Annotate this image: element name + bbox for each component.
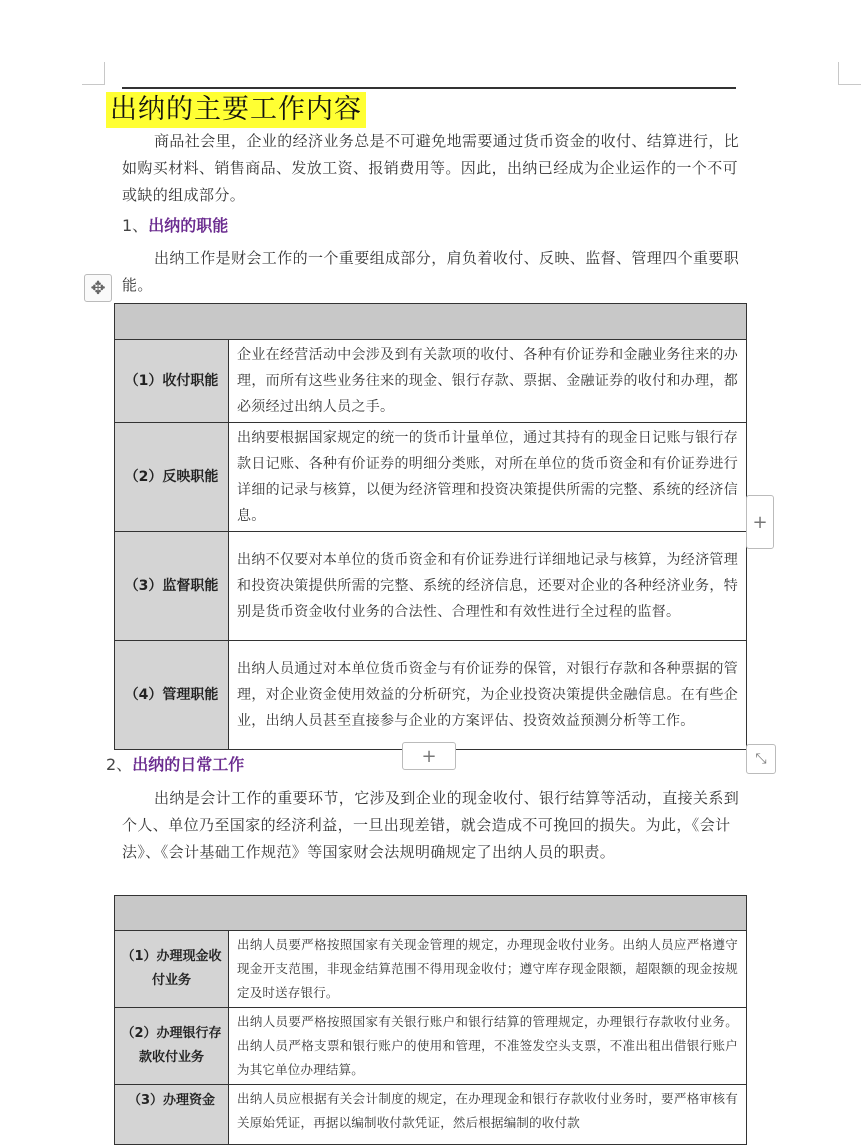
daily-work-table: [114, 895, 747, 1145]
table-row: [115, 931, 747, 1008]
section-number: 1、: [122, 216, 149, 235]
row-description: 出纳人员要严格按照国家有关银行账户和银行结算的管理规定，办理银行存款收付业务。出纳人员严格支票和银行账户的使用和管理，不准签发空头支票，不准出租出借银行账户为其它单位办理结算。: [229, 1008, 747, 1085]
functions-table: [114, 303, 747, 750]
table-row: [115, 641, 747, 750]
move-icon[interactable]: ✥: [84, 274, 112, 302]
section-2-heading: [106, 753, 244, 777]
section-1-paragraph: 出纳工作是财会工作的一个重要组成部分，肩负着收付、反映、监督、管理四个重要职能。: [122, 249, 740, 294]
header-rule: [122, 87, 736, 89]
section-1-heading: [122, 214, 228, 238]
row-label: （4）管理职能: [115, 641, 229, 750]
table-header-row: [115, 304, 747, 340]
plus-icon[interactable]: +: [746, 495, 774, 549]
row-label: （3）办理资金: [115, 1085, 229, 1145]
section-number: 2、: [106, 755, 133, 774]
row-label: （1）办理现金收付业务: [115, 931, 229, 1008]
row-label: （3）监督职能: [115, 532, 229, 641]
row-label: （2）反映职能: [115, 423, 229, 532]
crop-mark-top-left: [82, 62, 105, 85]
section-2-paragraph: 出纳是会计工作的重要环节，它涉及到企业的现金收付、银行结算等活动，直接关系到个人、单位乃至国家的经济利益，一旦出现差错，就会造成不可挽回的损失。为此，《会计法》、《会计基础工作规范》等国家财会法规明确规定了出纳人员的职责。: [122, 789, 740, 861]
table-header-row: [115, 896, 747, 931]
table-row: [115, 1008, 747, 1085]
row-description: 企业在经营活动中会涉及到有关款项的收付、各种有价证券和金融业务往来的办理，而所有这些业务往来的现金、银行存款、票据、金融证券的收付和办理，都必须经过出纳人员之手。: [229, 340, 747, 423]
table-row: [115, 423, 747, 532]
row-label: （2）办理银行存款收付业务: [115, 1008, 229, 1085]
table-row: [115, 532, 747, 641]
intro-paragraph: 商品社会里，企业的经济业务总是不可避免地需要通过货币资金的收付、结算进行，比如购买材料、销售商品、发放工资、报销费用等。因此，出纳已经成为企业运作的一个不可或缺的组成部分。: [122, 132, 740, 204]
section-title: 出纳的职能: [148, 216, 229, 235]
row-label: （1）收付职能: [115, 340, 229, 423]
row-description: 出纳要根据国家规定的统一的货币计量单位，通过其持有的现金日记账与银行存款日记账、各种有价证券的明细分类账，对所在单位的货币资金和有价证券进行详细的记录与核算，以便为经济管理和投资决策提供所需的完整、系统的经济信息。: [229, 423, 747, 532]
section-title: 出纳的日常工作: [132, 755, 245, 774]
crop-mark-top-right: [838, 62, 861, 85]
plus-icon[interactable]: +: [402, 742, 456, 770]
table-row: [115, 340, 747, 423]
table-row: [115, 1085, 747, 1145]
row-description: 出纳不仅要对本单位的货币资金和有价证券进行详细地记录与核算，为经济管理和投资决策提供所需的完整、系统的经济信息，还要对企业的各种经济业务，特别是货币资金收付业务的合法性、合理性和有效性进行全过程的监督。: [229, 532, 747, 641]
row-description: 出纳人员通过对本单位货币资金与有价证券的保管，对银行存款和各种票据的管理，对企业资金使用效益的分析研究，为企业投资决策提供金融信息。在有些企业，出纳人员甚至直接参与企业的方案评估、投资效益预测分析等工作。: [229, 641, 747, 750]
document-title: 出纳的主要工作内容: [106, 92, 366, 128]
resize-diagonal-icon[interactable]: ⤡: [746, 744, 776, 774]
row-description: 出纳人员要严格按照国家有关现金管理的规定，办理现金收付业务。出纳人员应严格遵守现金开支范围，非现金结算范围不得用现金收付；遵守库存现金限额，超限额的现金按规定及时送存银行。: [229, 931, 747, 1008]
row-description: 出纳人员应根据有关会计制度的规定，在办理现金和银行存款收付业务时，要严格审核有关原始凭证，再据以编制收付款凭证，然后根据编制的收付款: [229, 1085, 747, 1145]
